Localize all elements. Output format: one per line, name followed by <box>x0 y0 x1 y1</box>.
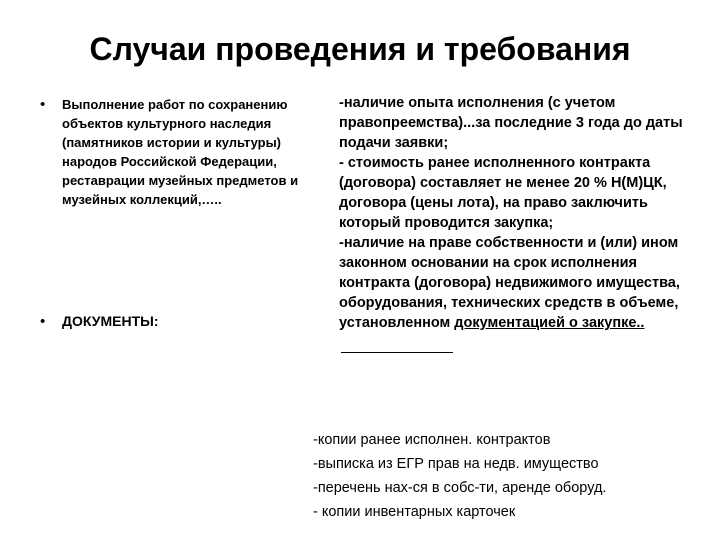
bullet-dot: • <box>40 313 46 330</box>
requirement-property <box>329 233 701 353</box>
procurement-documentation-link[interactable]: документацией о закупке.. <box>454 315 645 331</box>
requirement-experience <box>329 93 701 153</box>
documents-list <box>313 428 703 524</box>
document-item: -выписка из ЕГР прав на недв. имущество <box>313 456 599 472</box>
requirement-cost <box>329 153 701 233</box>
bullet-text-documents: ДОКУМЕНТЫ: <box>62 313 159 329</box>
requirement-text: -наличие на праве собственности и (или) ином законном основании на срок исполнения контракта (договора) недвижимого имущества, оборудования, технических средств в объеме, установленном <box>339 235 680 331</box>
bullet-dot: • <box>40 96 46 113</box>
requirements-block <box>329 93 701 353</box>
requirement-text: - стоимость ранее исполненного контракта (договора) составляет не менее 20 % Н(М)ЦК, договора (цены лота), на право заключить который проводится закупка; <box>339 155 667 231</box>
bullet-item-documents <box>40 312 159 331</box>
requirement-text: -наличие опыта исполнения (с учетом правопреемства)...за последние 3 года до даты подачи заявки; <box>339 95 683 151</box>
document-item: -копии ранее исполнен. контрактов <box>313 432 551 448</box>
document-item: - копии инвентарных карточек <box>313 504 516 520</box>
document-item: -перечень нах-ся в собс-ти, аренде оборуд. <box>313 480 607 496</box>
bullet-item-works <box>40 95 302 209</box>
bullet-text-works: Выполнение работ по сохранению объектов культурного наследия (памятников истории и культуры) народов Российской Федерации, реставрации музейных предметов и музейных коллекций,….. <box>62 97 299 207</box>
slide-title: Случаи проведения и требования <box>89 31 631 67</box>
left-column <box>40 95 302 209</box>
underline-tail <box>341 338 453 353</box>
